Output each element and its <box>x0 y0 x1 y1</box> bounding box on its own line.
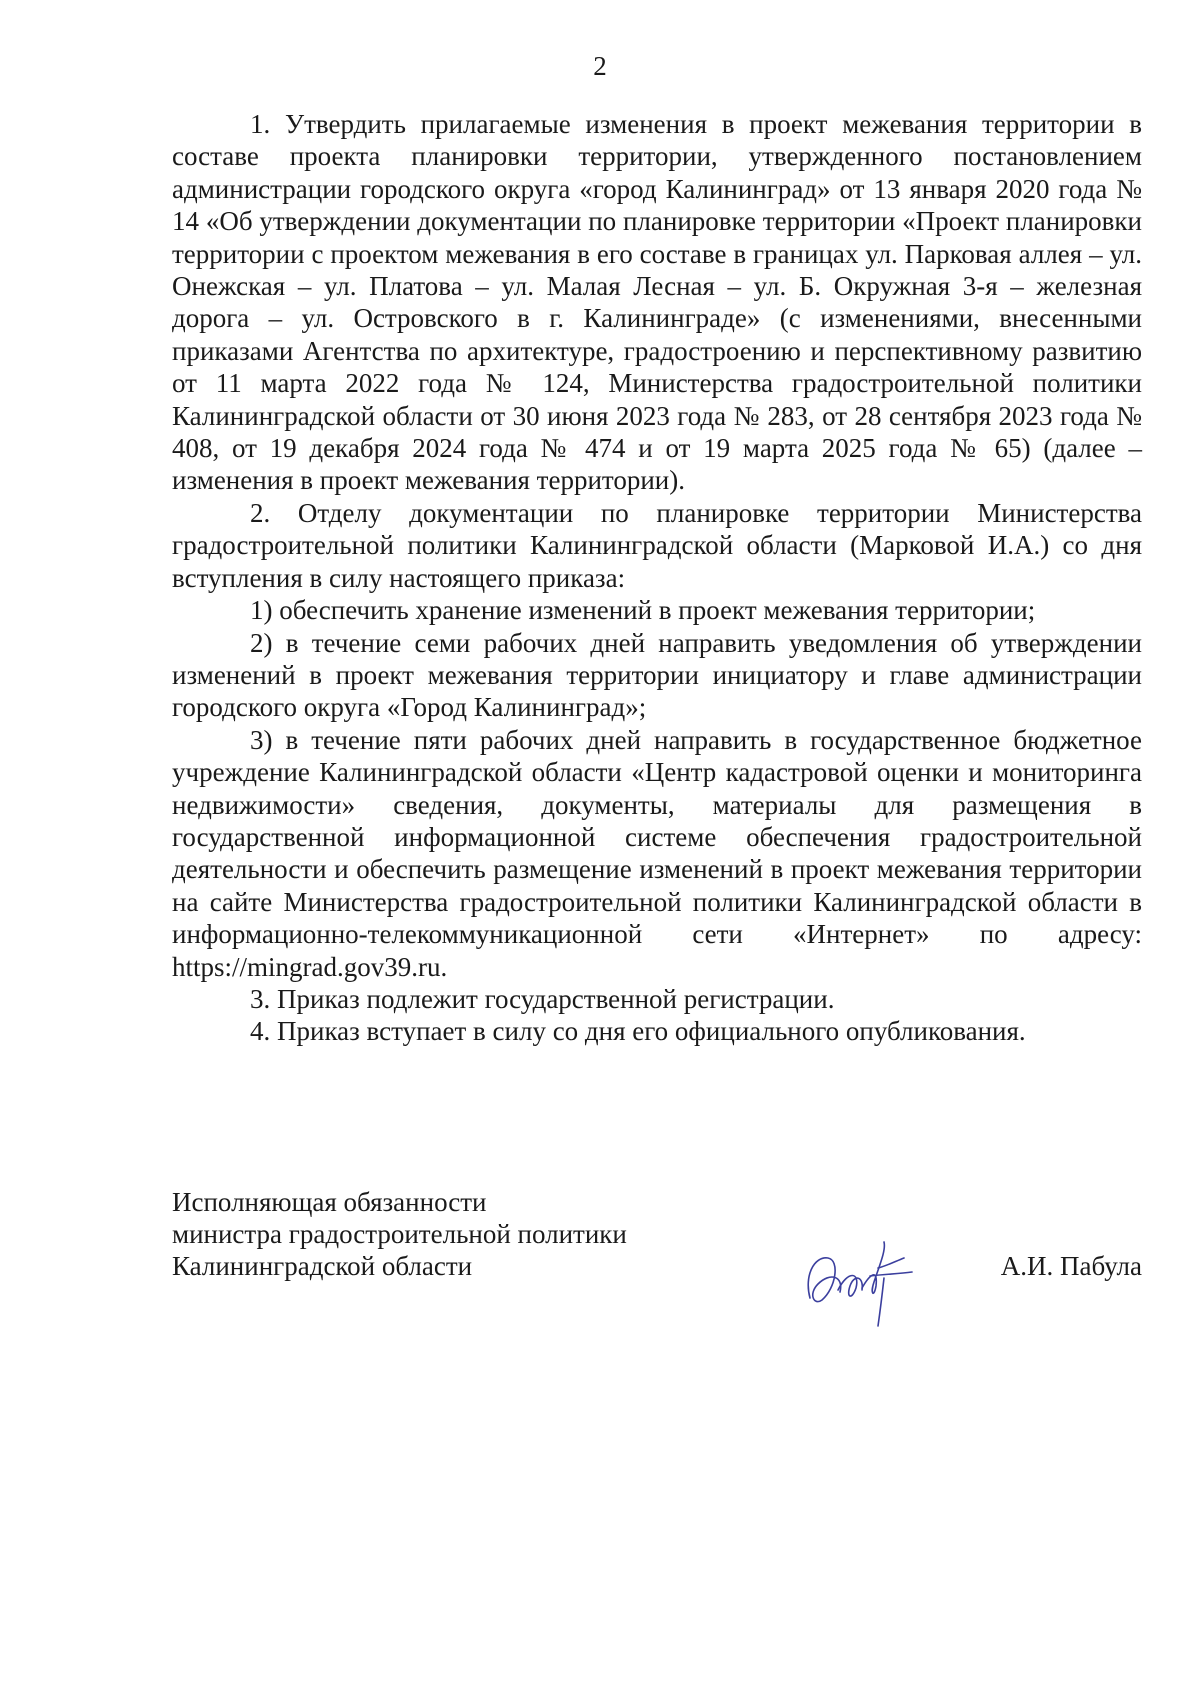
signatory-title-line: Калининградской области <box>172 1251 473 1281</box>
page-number: 2 <box>593 51 607 81</box>
signatory-title-line: министра градостроительной политики <box>172 1219 627 1249</box>
signatory-title-line: Исполняющая обязанности <box>172 1187 487 1217</box>
paragraph-item-1: 1. Утвердить прилагаемые изменения в проект межевания территории в составе проекта планировки территории, утвержденного постановлением администрации городского округа «город Калининград» от 13 января 2020 года № 14 «Об утверждении документации по планировке территории «Проект планировки территории с проектом межевания в его составе в границах ул. Парковая аллея – ул. Онежская – ул. Платова – ул. Малая Лесная – ул. Б. Окружная 3-я – железная дорога – ул. Островского в г. Калининграде» (с изменениями, внесенными приказами Агентства по архитектуре, градостроению и перспективному развитию от 11 марта 2022 года № 124, Министерства градостроительной политики Калининградской области от 30 июня 2023 года № 283, от 28 сентября 2023 года № 408, от 19 декабря 2024 года № 474 и от 19 марта 2025 года № 65) (далее – изменения в проект межевания территории). <box>172 109 1142 496</box>
signature-block <box>172 1186 1142 1326</box>
signature-strokes <box>808 1242 912 1326</box>
paragraph-subitem-3: 3) в течение пяти рабочих дней направить в государственное бюджетное учреждение Калининградской области «Центр кадастровой оценки и мониторинга недвижимости» сведения, документы, материалы для размещения в государственной информационной системе обеспечения градостроительной деятельности и обеспечить размещение изменений в проект межевания территории на сайте Министерства градостроительной политики Калининградской области в информационно-телекоммуникационной сети «Интернет» по адресу: https://mingrad.gov39.ru. <box>172 724 1142 982</box>
paragraph-item-2: 2. Отделу документации по планировке территории Министерства градостроительной политики Калининградской области (Марковой И.А.) со дня вступления в силу настоящего приказа: <box>172 497 1142 593</box>
paragraph-item-3: 3. Приказ подлежит государственной регистрации. <box>250 983 835 1014</box>
handwritten-signature <box>800 1228 920 1333</box>
paragraph-item-4: 4. Приказ вступает в силу со дня его официального опубликования. <box>250 1016 1026 1047</box>
signatory-name: А.И. Пабула <box>1000 1251 1142 1281</box>
paragraph-subitem-1: 1) обеспечить хранение изменений в проект межевания территории; <box>250 595 1036 626</box>
document-body <box>172 108 1142 1048</box>
paragraph-subitem-2: 2) в течение семи рабочих дней направить уведомления об утверждении изменений в проект межевания территории инициатору и главе администрации городского округа «Город Калининград»; <box>172 627 1142 723</box>
signatory-title <box>172 1186 1142 1282</box>
